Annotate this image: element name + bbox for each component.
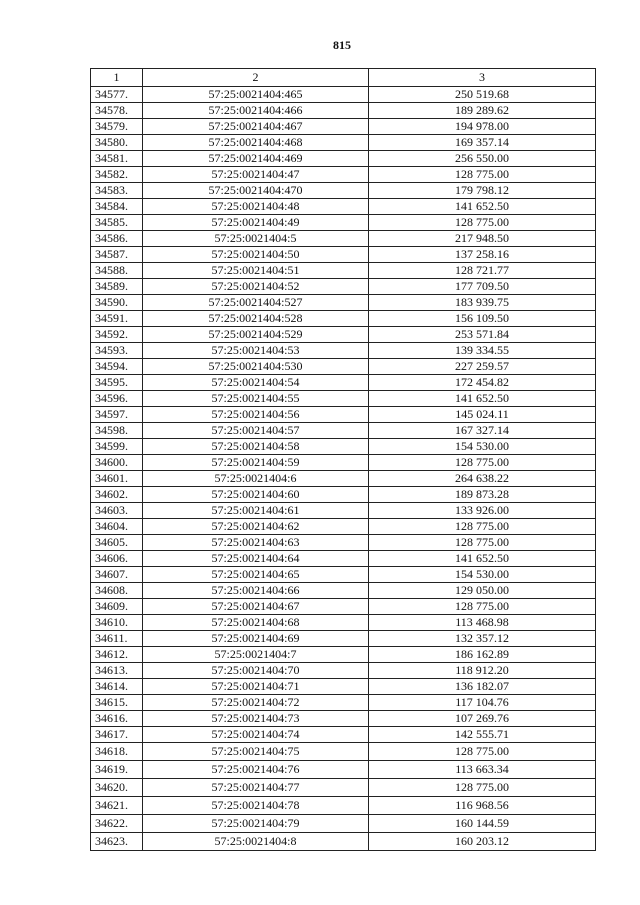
table-row <box>91 679 596 695</box>
table-row <box>91 375 596 391</box>
table-row <box>91 391 596 407</box>
row-value: 128 775.00 <box>369 215 596 231</box>
cadastral-number: 57:25:0021404:529 <box>143 327 369 343</box>
row-value: 264 638.22 <box>369 471 596 487</box>
column-header-2: 2 <box>143 69 369 87</box>
column-header-3: 3 <box>369 69 596 87</box>
row-number: 34598. <box>91 423 143 439</box>
table-header <box>91 69 596 87</box>
table-row <box>91 327 596 343</box>
cadastral-number: 57:25:0021404:58 <box>143 439 369 455</box>
cadastral-number: 57:25:0021404:74 <box>143 727 369 743</box>
cadastral-number: 57:25:0021404:55 <box>143 391 369 407</box>
row-number: 34588. <box>91 263 143 279</box>
row-number: 34582. <box>91 167 143 183</box>
table-row <box>91 631 596 647</box>
row-value: 217 948.50 <box>369 231 596 247</box>
cadastral-number: 57:25:0021404:527 <box>143 295 369 311</box>
row-value: 113 663.34 <box>369 761 596 779</box>
row-number: 34580. <box>91 135 143 151</box>
row-number: 34617. <box>91 727 143 743</box>
table-row <box>91 87 596 103</box>
table-row <box>91 103 596 119</box>
row-value: 167 327.14 <box>369 423 596 439</box>
cadastral-number: 57:25:0021404:61 <box>143 503 369 519</box>
row-value: 128 775.00 <box>369 743 596 761</box>
row-value: 132 357.12 <box>369 631 596 647</box>
row-value: 141 652.50 <box>369 391 596 407</box>
table-row <box>91 695 596 711</box>
row-value: 186 162.89 <box>369 647 596 663</box>
cadastral-number: 57:25:0021404:7 <box>143 647 369 663</box>
cadastral-number: 57:25:0021404:66 <box>143 583 369 599</box>
cadastral-number: 57:25:0021404:60 <box>143 487 369 503</box>
row-number: 34596. <box>91 391 143 407</box>
table-row <box>91 833 596 851</box>
table-row <box>91 503 596 519</box>
row-value: 250 519.68 <box>369 87 596 103</box>
cadastral-number: 57:25:0021404:53 <box>143 343 369 359</box>
row-number: 34603. <box>91 503 143 519</box>
table-row <box>91 779 596 797</box>
row-value: 194 978.00 <box>369 119 596 135</box>
cadastral-number: 57:25:0021404:468 <box>143 135 369 151</box>
cadastral-number: 57:25:0021404:56 <box>143 407 369 423</box>
table-row <box>91 583 596 599</box>
table-row <box>91 343 596 359</box>
table-row <box>91 279 596 295</box>
row-value: 113 468.98 <box>369 615 596 631</box>
row-number: 34608. <box>91 583 143 599</box>
table-row <box>91 231 596 247</box>
row-value: 142 555.71 <box>369 727 596 743</box>
row-number: 34601. <box>91 471 143 487</box>
row-value: 160 144.59 <box>369 815 596 833</box>
row-value: 128 775.00 <box>369 535 596 551</box>
row-number: 34611. <box>91 631 143 647</box>
table-row <box>91 761 596 779</box>
cadastral-number: 57:25:0021404:79 <box>143 815 369 833</box>
row-value: 189 873.28 <box>369 487 596 503</box>
cadastral-number: 57:25:0021404:71 <box>143 679 369 695</box>
row-number: 34581. <box>91 151 143 167</box>
row-number: 34591. <box>91 311 143 327</box>
row-number: 34616. <box>91 711 143 727</box>
row-value: 172 454.82 <box>369 375 596 391</box>
table-row <box>91 439 596 455</box>
table-row <box>91 519 596 535</box>
table-row <box>91 263 596 279</box>
cadastral-number: 57:25:0021404:54 <box>143 375 369 391</box>
row-value: 128 721.77 <box>369 263 596 279</box>
row-number: 34585. <box>91 215 143 231</box>
row-value: 107 269.76 <box>369 711 596 727</box>
header-row <box>91 69 596 87</box>
row-value: 129 050.00 <box>369 583 596 599</box>
row-value: 156 109.50 <box>369 311 596 327</box>
row-value: 154 530.00 <box>369 567 596 583</box>
table-row <box>91 535 596 551</box>
table-body <box>91 87 596 851</box>
row-value: 128 775.00 <box>369 519 596 535</box>
cadastral-number: 57:25:0021404:465 <box>143 87 369 103</box>
cadastral-number: 57:25:0021404:62 <box>143 519 369 535</box>
cadastral-number: 57:25:0021404:59 <box>143 455 369 471</box>
row-value: 256 550.00 <box>369 151 596 167</box>
table-row <box>91 359 596 375</box>
row-number: 34593. <box>91 343 143 359</box>
cadastral-number: 57:25:0021404:64 <box>143 551 369 567</box>
cadastral-number: 57:25:0021404:6 <box>143 471 369 487</box>
table-row <box>91 471 596 487</box>
row-value: 118 912.20 <box>369 663 596 679</box>
table-row <box>91 135 596 151</box>
table-row <box>91 455 596 471</box>
table-row <box>91 663 596 679</box>
table-row <box>91 167 596 183</box>
row-value: 154 530.00 <box>369 439 596 455</box>
row-number: 34589. <box>91 279 143 295</box>
row-number: 34587. <box>91 247 143 263</box>
row-value: 253 571.84 <box>369 327 596 343</box>
cadastral-number: 57:25:0021404:467 <box>143 119 369 135</box>
row-value: 139 334.55 <box>369 343 596 359</box>
row-number: 34602. <box>91 487 143 503</box>
row-value: 117 104.76 <box>369 695 596 711</box>
row-value: 141 652.50 <box>369 551 596 567</box>
cadastral-number: 57:25:0021404:469 <box>143 151 369 167</box>
row-number: 34614. <box>91 679 143 695</box>
row-number: 34583. <box>91 183 143 199</box>
row-value: 137 258.16 <box>369 247 596 263</box>
cadastral-number: 57:25:0021404:466 <box>143 103 369 119</box>
table-row <box>91 407 596 423</box>
row-number: 34584. <box>91 199 143 215</box>
row-number: 34607. <box>91 567 143 583</box>
row-number: 34586. <box>91 231 143 247</box>
row-number: 34619. <box>91 761 143 779</box>
row-number: 34595. <box>91 375 143 391</box>
row-number: 34599. <box>91 439 143 455</box>
row-number: 34613. <box>91 663 143 679</box>
row-number: 34579. <box>91 119 143 135</box>
cadastral-number: 57:25:0021404:65 <box>143 567 369 583</box>
table-row <box>91 743 596 761</box>
row-value: 145 024.11 <box>369 407 596 423</box>
table-row <box>91 615 596 631</box>
row-value: 141 652.50 <box>369 199 596 215</box>
cadastral-number: 57:25:0021404:8 <box>143 833 369 851</box>
cadastral-number: 57:25:0021404:49 <box>143 215 369 231</box>
table-row <box>91 423 596 439</box>
row-value: 133 926.00 <box>369 503 596 519</box>
cadastral-number: 57:25:0021404:63 <box>143 535 369 551</box>
cadastral-number: 57:25:0021404:70 <box>143 663 369 679</box>
row-value: 128 775.00 <box>369 599 596 615</box>
row-value: 183 939.75 <box>369 295 596 311</box>
table-row <box>91 551 596 567</box>
cadastral-number: 57:25:0021404:50 <box>143 247 369 263</box>
table-row <box>91 119 596 135</box>
row-value: 169 357.14 <box>369 135 596 151</box>
row-value: 177 709.50 <box>369 279 596 295</box>
row-number: 34612. <box>91 647 143 663</box>
cadastral-number: 57:25:0021404:528 <box>143 311 369 327</box>
row-value: 116 968.56 <box>369 797 596 815</box>
cadastral-number: 57:25:0021404:73 <box>143 711 369 727</box>
cadastral-number: 57:25:0021404:77 <box>143 779 369 797</box>
row-number: 34606. <box>91 551 143 567</box>
table-row <box>91 647 596 663</box>
row-number: 34594. <box>91 359 143 375</box>
cadastral-number: 57:25:0021404:67 <box>143 599 369 615</box>
cadastral-number: 57:25:0021404:75 <box>143 743 369 761</box>
cadastral-number: 57:25:0021404:530 <box>143 359 369 375</box>
table-row <box>91 247 596 263</box>
table-row <box>91 567 596 583</box>
cadastral-number: 57:25:0021404:76 <box>143 761 369 779</box>
row-number: 34605. <box>91 535 143 551</box>
row-value: 128 775.00 <box>369 167 596 183</box>
row-number: 34615. <box>91 695 143 711</box>
cadastral-number: 57:25:0021404:5 <box>143 231 369 247</box>
row-number: 34610. <box>91 615 143 631</box>
row-number: 34622. <box>91 815 143 833</box>
table-row <box>91 487 596 503</box>
row-number: 34590. <box>91 295 143 311</box>
cadastral-number: 57:25:0021404:69 <box>143 631 369 647</box>
column-header-1: 1 <box>91 69 143 87</box>
row-number: 34621. <box>91 797 143 815</box>
row-value: 128 775.00 <box>369 779 596 797</box>
table-row <box>91 199 596 215</box>
cadastral-number: 57:25:0021404:72 <box>143 695 369 711</box>
table-row <box>91 183 596 199</box>
row-number: 34600. <box>91 455 143 471</box>
row-number: 34620. <box>91 779 143 797</box>
cadastral-number: 57:25:0021404:78 <box>143 797 369 815</box>
table-row <box>91 815 596 833</box>
row-value: 179 798.12 <box>369 183 596 199</box>
row-number: 34609. <box>91 599 143 615</box>
cadastral-number: 57:25:0021404:51 <box>143 263 369 279</box>
table-row <box>91 215 596 231</box>
table-row <box>91 797 596 815</box>
row-value: 160 203.12 <box>369 833 596 851</box>
cadastral-number: 57:25:0021404:470 <box>143 183 369 199</box>
page-number: 815 <box>333 38 351 52</box>
cadastral-number: 57:25:0021404:48 <box>143 199 369 215</box>
row-number: 34623. <box>91 833 143 851</box>
table-row <box>91 599 596 615</box>
row-number: 34577. <box>91 87 143 103</box>
row-number: 34578. <box>91 103 143 119</box>
row-value: 189 289.62 <box>369 103 596 119</box>
row-value: 136 182.07 <box>369 679 596 695</box>
row-value: 227 259.57 <box>369 359 596 375</box>
row-number: 34597. <box>91 407 143 423</box>
row-number: 34604. <box>91 519 143 535</box>
table-row <box>91 727 596 743</box>
table-row <box>91 151 596 167</box>
row-number: 34592. <box>91 327 143 343</box>
cadastral-number: 57:25:0021404:47 <box>143 167 369 183</box>
cadastral-table <box>90 68 596 851</box>
row-value: 128 775.00 <box>369 455 596 471</box>
table-row <box>91 295 596 311</box>
row-number: 34618. <box>91 743 143 761</box>
cadastral-number: 57:25:0021404:68 <box>143 615 369 631</box>
cadastral-number: 57:25:0021404:57 <box>143 423 369 439</box>
table-row <box>91 711 596 727</box>
table-row <box>91 311 596 327</box>
cadastral-number: 57:25:0021404:52 <box>143 279 369 295</box>
